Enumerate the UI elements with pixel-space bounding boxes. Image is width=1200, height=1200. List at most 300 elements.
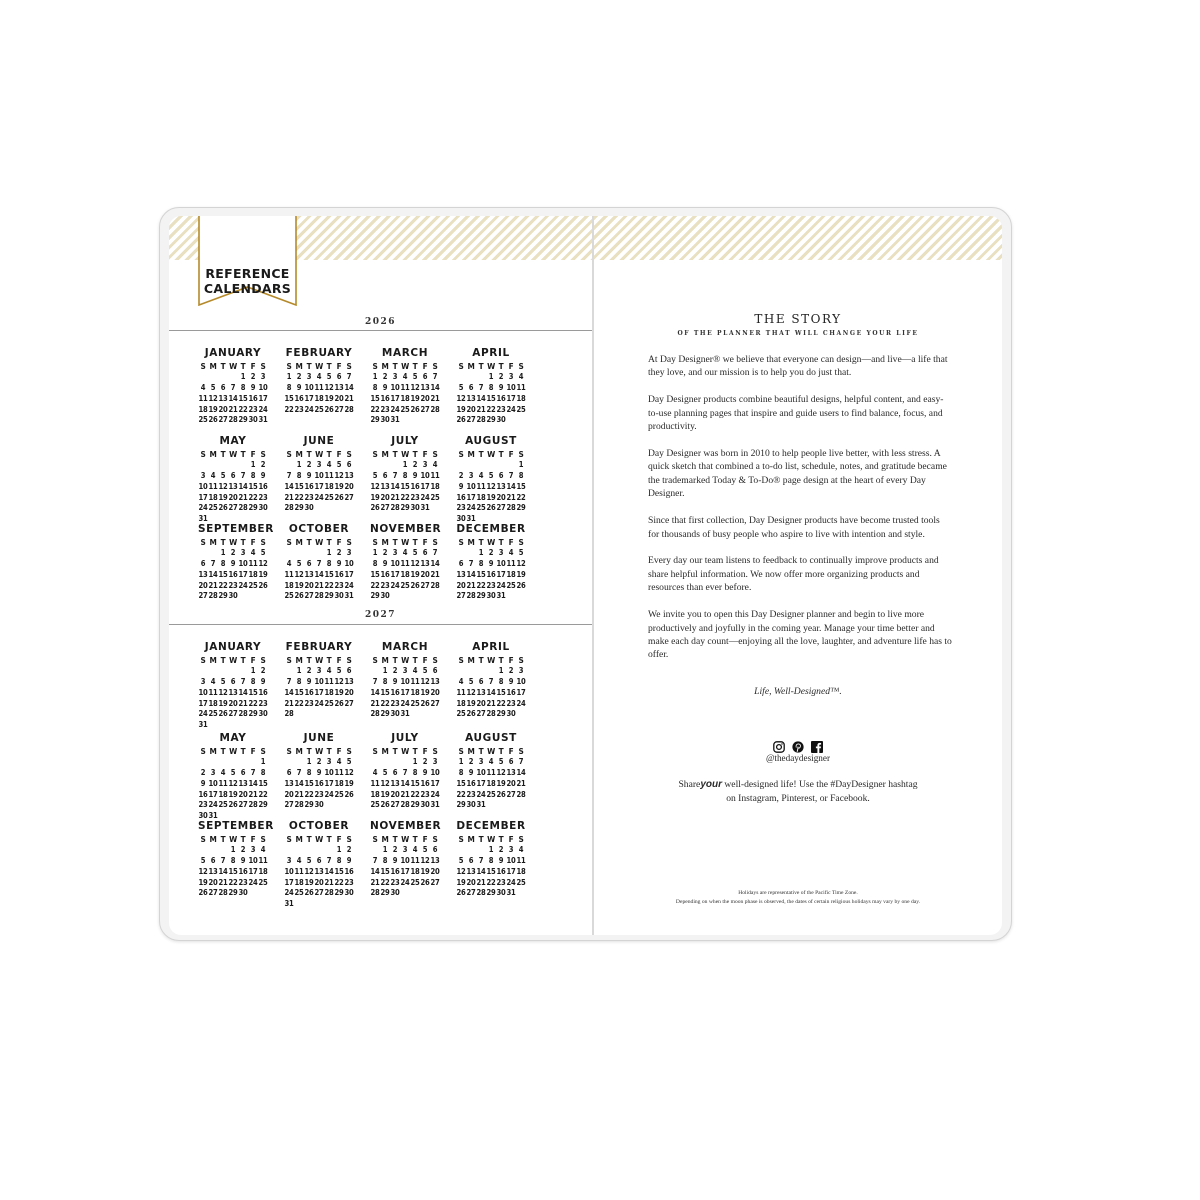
weekday-header: S xyxy=(346,449,352,459)
day-cell: 31 xyxy=(344,591,354,601)
day-cell: 28 xyxy=(466,591,476,601)
day-cell: 29 xyxy=(334,888,344,898)
day-cell: 25 xyxy=(410,698,420,708)
weekday-header: S xyxy=(458,655,464,665)
day-cell: 20 xyxy=(380,492,390,502)
year-divider-2027 xyxy=(169,624,592,625)
day-cell: 12 xyxy=(410,382,420,392)
month-day-grid xyxy=(456,537,538,602)
day-cell: 30 xyxy=(344,888,354,898)
weekday-header: T xyxy=(412,449,418,459)
banner-line-2: CALENDARS xyxy=(203,281,292,296)
day-cell: 19 xyxy=(218,492,228,502)
weekday-header: S xyxy=(372,655,378,665)
day-cell: 4 xyxy=(326,459,332,469)
weekday-header: W xyxy=(487,834,495,844)
day-cell: 11 xyxy=(314,382,324,392)
month-name: JULY xyxy=(391,435,419,447)
day-cell: 10 xyxy=(516,676,526,686)
day-cell: 20 xyxy=(466,404,476,414)
day-cell: 29 xyxy=(476,591,486,601)
share-text xyxy=(594,778,1002,806)
day-cell: 8 xyxy=(296,676,302,686)
day-cell: 26 xyxy=(370,503,380,513)
day-cell: 4 xyxy=(402,371,408,381)
day-cell: 4 xyxy=(372,767,378,777)
month-november-2026 xyxy=(370,523,452,602)
day-cell: 3 xyxy=(316,665,322,675)
month-name: NOVEMBER xyxy=(370,523,442,535)
day-cell: 31 xyxy=(466,514,476,524)
day-cell: 10 xyxy=(430,767,440,777)
day-cell: 14 xyxy=(476,393,486,403)
day-cell: 27 xyxy=(456,591,466,601)
day-cell: 26 xyxy=(218,503,228,513)
day-cell: 28 xyxy=(516,789,526,799)
day-cell: 7 xyxy=(432,547,438,557)
weekday-header: S xyxy=(372,537,378,547)
day-cell: 7 xyxy=(372,855,378,865)
day-blank xyxy=(208,845,218,856)
day-cell: 15 xyxy=(238,393,248,403)
day-cell: 14 xyxy=(208,569,218,579)
day-cell: 29 xyxy=(248,709,258,719)
day-cell: 30 xyxy=(380,591,390,601)
day-cell: 28 xyxy=(324,888,334,898)
day-cell: 4 xyxy=(210,470,216,480)
day-blank xyxy=(476,666,486,677)
weekday-header: W xyxy=(229,361,237,371)
weekday-header: S xyxy=(260,449,266,459)
day-cell: 17 xyxy=(430,778,440,788)
day-cell: 7 xyxy=(230,382,236,392)
day-cell: 9 xyxy=(508,676,514,686)
day-cell: 12 xyxy=(466,687,476,697)
day-cell: 14 xyxy=(506,481,516,491)
day-cell: 5 xyxy=(382,767,388,777)
weekday-header: S xyxy=(200,537,206,547)
day-cell: 7 xyxy=(402,767,408,777)
day-cell: 3 xyxy=(200,470,206,480)
weekday-header: T xyxy=(326,449,332,459)
day-cell: 12 xyxy=(370,481,380,491)
day-cell: 27 xyxy=(314,888,324,898)
day-cell: 8 xyxy=(372,558,378,568)
year-divider-2026 xyxy=(169,330,592,331)
day-blank xyxy=(198,372,208,383)
day-cell: 15 xyxy=(218,569,228,579)
day-cell: 31 xyxy=(476,800,486,810)
day-blank xyxy=(248,757,258,768)
day-cell: 8 xyxy=(230,855,236,865)
weekday-header: M xyxy=(295,834,303,844)
weekday-header: W xyxy=(229,655,237,665)
day-cell: 13 xyxy=(208,866,218,876)
day-blank xyxy=(208,460,218,471)
month-name: FEBRUARY xyxy=(285,641,353,653)
month-day-grid xyxy=(456,834,538,899)
day-cell: 19 xyxy=(344,778,354,788)
day-blank xyxy=(284,757,294,768)
day-cell: 14 xyxy=(516,767,526,777)
day-cell: 8 xyxy=(478,558,484,568)
day-blank xyxy=(218,757,228,768)
day-cell: 30 xyxy=(466,800,476,810)
day-cell: 25 xyxy=(400,580,410,590)
day-cell: 12 xyxy=(218,687,228,697)
day-cell: 13 xyxy=(496,481,506,491)
day-cell: 3 xyxy=(508,844,514,854)
day-cell: 11 xyxy=(476,481,486,491)
day-cell: 29 xyxy=(486,888,496,898)
left-page xyxy=(169,216,592,935)
day-cell: 27 xyxy=(238,800,248,810)
day-blank xyxy=(370,666,380,677)
day-cell: 25 xyxy=(516,877,526,887)
day-cell: 29 xyxy=(370,591,380,601)
day-cell: 4 xyxy=(412,844,418,854)
day-cell: 14 xyxy=(430,558,440,568)
day-cell: 4 xyxy=(518,844,524,854)
day-cell: 7 xyxy=(518,756,524,766)
day-cell: 14 xyxy=(284,481,294,491)
day-blank xyxy=(456,845,466,856)
day-cell: 17 xyxy=(344,569,354,579)
day-cell: 9 xyxy=(392,676,398,686)
weekday-header: S xyxy=(518,834,524,844)
day-cell: 18 xyxy=(208,492,218,502)
month-name: NOVEMBER xyxy=(370,820,442,832)
day-cell: 2 xyxy=(498,844,504,854)
day-cell: 7 xyxy=(478,855,484,865)
month-name: JANUARY xyxy=(204,641,262,653)
weekday-header: M xyxy=(295,361,303,371)
day-cell: 26 xyxy=(410,580,420,590)
day-cell: 23 xyxy=(228,580,238,590)
weekday-header: F xyxy=(336,746,342,756)
day-cell: 20 xyxy=(228,492,238,502)
day-cell: 28 xyxy=(294,800,304,810)
day-cell: 16 xyxy=(198,789,208,799)
day-cell: 9 xyxy=(240,855,246,865)
day-cell: 31 xyxy=(506,888,516,898)
month-name: MAY xyxy=(219,732,247,744)
day-cell: 24 xyxy=(258,404,268,414)
weekday-header: T xyxy=(412,746,418,756)
day-cell: 27 xyxy=(228,709,238,719)
day-cell: 13 xyxy=(430,676,440,686)
day-cell: 3 xyxy=(240,547,246,557)
day-cell: 20 xyxy=(476,698,486,708)
weekday-header: M xyxy=(467,655,475,665)
day-cell: 10 xyxy=(314,676,324,686)
month-february-2027 xyxy=(284,641,366,720)
day-cell: 10 xyxy=(304,382,314,392)
day-cell: 21 xyxy=(476,877,486,887)
day-cell: 15 xyxy=(400,481,410,491)
weekday-header: T xyxy=(306,361,312,371)
day-cell: 17 xyxy=(208,789,218,799)
day-cell: 15 xyxy=(410,778,420,788)
day-cell: 17 xyxy=(284,877,294,887)
day-cell: 1 xyxy=(372,547,378,557)
share-emphasis: your xyxy=(700,779,722,790)
day-cell: 15 xyxy=(304,778,314,788)
day-blank xyxy=(228,757,238,768)
day-cell: 1 xyxy=(412,756,418,766)
day-cell: 8 xyxy=(382,676,388,686)
day-cell: 16 xyxy=(248,393,258,403)
weekday-header: T xyxy=(412,537,418,547)
day-cell: 23 xyxy=(390,877,400,887)
day-cell: 29 xyxy=(380,888,390,898)
day-blank xyxy=(380,460,390,471)
day-cell: 24 xyxy=(238,580,248,590)
weekday-header: T xyxy=(240,655,246,665)
day-cell: 24 xyxy=(516,698,526,708)
day-cell: 30 xyxy=(380,415,390,425)
month-name: APRIL xyxy=(472,347,510,359)
day-blank xyxy=(284,845,294,856)
month-december-2027 xyxy=(456,820,538,899)
day-cell: 11 xyxy=(516,855,526,865)
day-cell: 27 xyxy=(390,800,400,810)
day-cell: 30 xyxy=(198,811,208,821)
day-cell: 17 xyxy=(390,569,400,579)
day-cell: 1 xyxy=(488,844,494,854)
day-cell: 24 xyxy=(496,580,506,590)
day-cell: 6 xyxy=(306,558,312,568)
day-cell: 20 xyxy=(238,789,248,799)
day-cell: 23 xyxy=(466,789,476,799)
day-cell: 17 xyxy=(496,569,506,579)
day-cell: 14 xyxy=(228,393,238,403)
day-cell: 28 xyxy=(430,580,440,590)
day-cell: 21 xyxy=(208,580,218,590)
month-day-grid xyxy=(284,655,366,720)
day-cell: 2 xyxy=(498,371,504,381)
day-cell: 20 xyxy=(506,778,516,788)
day-cell: 6 xyxy=(230,470,236,480)
day-cell: 30 xyxy=(506,709,516,719)
day-cell: 26 xyxy=(466,709,476,719)
day-cell: 16 xyxy=(344,866,354,876)
day-cell: 2 xyxy=(458,470,464,480)
day-cell: 28 xyxy=(284,709,294,719)
day-cell: 1 xyxy=(372,371,378,381)
day-cell: 19 xyxy=(208,404,218,414)
day-cell: 11 xyxy=(486,767,496,777)
day-blank xyxy=(486,666,496,677)
day-cell: 20 xyxy=(208,877,218,887)
day-cell: 8 xyxy=(372,382,378,392)
day-blank xyxy=(218,372,228,383)
day-cell: 5 xyxy=(458,382,464,392)
day-cell: 30 xyxy=(390,709,400,719)
day-cell: 24 xyxy=(430,789,440,799)
day-cell: 27 xyxy=(466,415,476,425)
day-cell: 21 xyxy=(506,492,516,502)
day-cell: 12 xyxy=(218,481,228,491)
day-cell: 12 xyxy=(486,481,496,491)
weekday-header: S xyxy=(286,537,292,547)
header-stripes-right xyxy=(594,216,1002,260)
day-cell: 9 xyxy=(336,558,342,568)
day-cell: 6 xyxy=(210,855,216,865)
day-cell: 18 xyxy=(198,404,208,414)
day-cell: 5 xyxy=(422,844,428,854)
day-cell: 11 xyxy=(324,676,334,686)
day-blank xyxy=(486,460,496,471)
weekday-header: T xyxy=(306,655,312,665)
day-cell: 7 xyxy=(250,767,256,777)
day-cell: 14 xyxy=(238,481,248,491)
day-cell: 15 xyxy=(294,481,304,491)
day-cell: 14 xyxy=(370,687,380,697)
day-cell: 13 xyxy=(238,778,248,788)
weekday-header: W xyxy=(229,834,237,844)
day-cell: 12 xyxy=(208,393,218,403)
day-cell: 5 xyxy=(230,767,236,777)
day-cell: 8 xyxy=(326,558,332,568)
day-cell: 24 xyxy=(420,492,430,502)
weekday-header: T xyxy=(392,361,398,371)
weekday-header: F xyxy=(422,537,428,547)
day-cell: 13 xyxy=(430,855,440,865)
day-cell: 9 xyxy=(296,382,302,392)
month-december-2026 xyxy=(456,523,538,602)
day-cell: 22 xyxy=(486,404,496,414)
day-blank xyxy=(466,548,476,559)
day-cell: 12 xyxy=(324,382,334,392)
day-cell: 15 xyxy=(258,778,268,788)
weekday-header: S xyxy=(286,449,292,459)
day-cell: 12 xyxy=(228,778,238,788)
weekday-header: T xyxy=(478,746,484,756)
month-day-grid xyxy=(370,746,452,811)
weekday-header: W xyxy=(315,834,323,844)
day-cell: 12 xyxy=(420,855,430,865)
day-cell: 2 xyxy=(336,547,342,557)
day-cell: 6 xyxy=(468,382,474,392)
day-cell: 7 xyxy=(372,676,378,686)
day-cell: 12 xyxy=(456,866,466,876)
day-cell: 1 xyxy=(286,371,292,381)
day-cell: 18 xyxy=(248,569,258,579)
day-cell: 23 xyxy=(248,404,258,414)
weekday-header: T xyxy=(498,361,504,371)
day-cell: 23 xyxy=(496,877,506,887)
day-cell: 17 xyxy=(258,393,268,403)
weekday-header: F xyxy=(422,655,428,665)
weekday-header: T xyxy=(392,655,398,665)
day-cell: 21 xyxy=(238,492,248,502)
day-cell: 11 xyxy=(208,687,218,697)
weekday-header: T xyxy=(478,655,484,665)
month-day-grid xyxy=(284,361,366,415)
day-cell: 7 xyxy=(488,676,494,686)
day-blank xyxy=(228,372,238,383)
day-cell: 3 xyxy=(508,371,514,381)
day-cell: 13 xyxy=(466,866,476,876)
weekday-header: W xyxy=(487,449,495,459)
month-name: APRIL xyxy=(472,641,510,653)
day-cell: 16 xyxy=(496,393,506,403)
day-cell: 1 xyxy=(250,665,256,675)
weekday-header: W xyxy=(315,746,323,756)
day-cell: 6 xyxy=(286,767,292,777)
day-cell: 16 xyxy=(238,866,248,876)
pinterest-icon[interactable] xyxy=(792,741,804,753)
day-cell: 8 xyxy=(250,676,256,686)
month-may-2026 xyxy=(198,435,280,525)
weekday-header: T xyxy=(392,834,398,844)
day-cell: 30 xyxy=(304,503,314,513)
weekday-header: S xyxy=(200,834,206,844)
day-cell: 22 xyxy=(228,877,238,887)
day-cell: 10 xyxy=(496,558,506,568)
day-cell: 1 xyxy=(326,547,332,557)
day-cell: 9 xyxy=(412,470,418,480)
month-september-2026 xyxy=(198,523,280,602)
day-cell: 16 xyxy=(304,687,314,697)
weekday-header: T xyxy=(498,655,504,665)
day-cell: 5 xyxy=(336,459,342,469)
day-cell: 21 xyxy=(344,393,354,403)
day-cell: 6 xyxy=(422,547,428,557)
weekday-header: T xyxy=(240,361,246,371)
day-cell: 14 xyxy=(284,687,294,697)
story-paragraph: Since that first collection, Day Designer products have become trusted tools for thousands of busy people who aspire to live with intention and style. xyxy=(648,515,940,540)
day-cell: 2 xyxy=(468,756,474,766)
month-day-grid xyxy=(198,537,280,602)
month-day-grid xyxy=(198,449,280,525)
day-cell: 26 xyxy=(516,580,526,590)
day-cell: 15 xyxy=(324,569,334,579)
day-cell: 20 xyxy=(344,687,354,697)
day-cell: 9 xyxy=(260,470,266,480)
day-cell: 25 xyxy=(410,877,420,887)
instagram-icon[interactable] xyxy=(773,741,785,753)
day-cell: 4 xyxy=(286,558,292,568)
weekday-header: S xyxy=(372,834,378,844)
facebook-icon[interactable] xyxy=(811,741,823,753)
day-cell: 6 xyxy=(508,756,514,766)
day-blank xyxy=(294,757,304,768)
day-cell: 4 xyxy=(402,547,408,557)
day-cell: 13 xyxy=(228,481,238,491)
weekday-header: S xyxy=(346,537,352,547)
weekday-header: S xyxy=(346,834,352,844)
day-cell: 19 xyxy=(218,698,228,708)
day-cell: 31 xyxy=(390,415,400,425)
day-cell: 19 xyxy=(516,569,526,579)
day-cell: 20 xyxy=(466,877,476,887)
year-label-2026: 2026 xyxy=(364,317,397,327)
day-cell: 27 xyxy=(344,492,354,502)
weekday-header: S xyxy=(432,655,438,665)
month-name: SEPTEMBER xyxy=(198,523,274,535)
day-cell: 2 xyxy=(392,844,398,854)
day-cell: 4 xyxy=(458,676,464,686)
day-cell: 23 xyxy=(496,404,506,414)
day-cell: 31 xyxy=(496,591,506,601)
day-cell: 25 xyxy=(324,698,334,708)
day-cell: 12 xyxy=(304,866,314,876)
weekday-header: T xyxy=(306,746,312,756)
story-body xyxy=(648,353,953,675)
story-title: THE STORY xyxy=(754,312,842,326)
